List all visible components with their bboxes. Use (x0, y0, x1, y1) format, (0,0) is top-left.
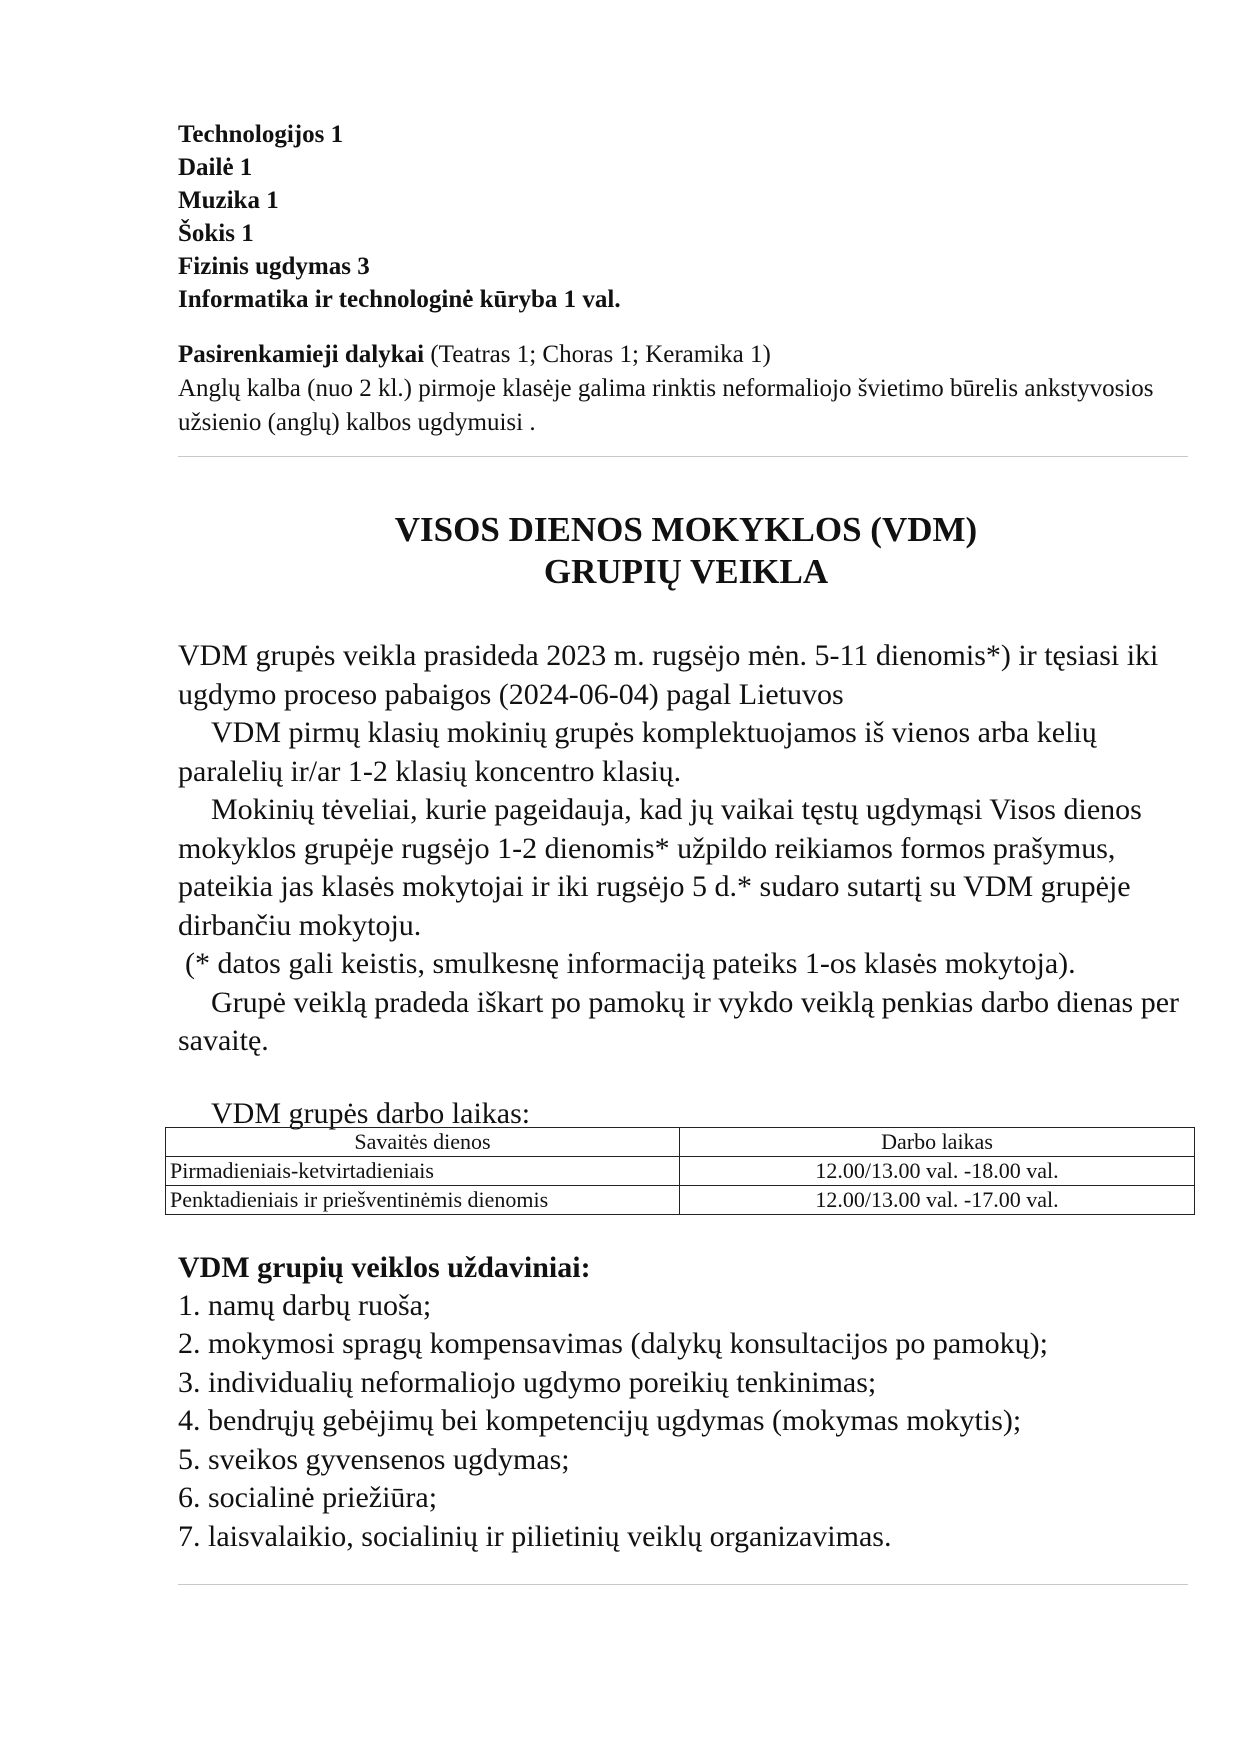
electives-block (178, 338, 1188, 440)
list-item: 4. bendrųjų gebėjimų bei kompetencijų ugdymas (mokymas mokytis); (178, 1404, 1022, 1437)
table-header-row (166, 1127, 1195, 1156)
table-cell-days: Penktadieniais ir priešventinėmis dienomis (166, 1185, 680, 1214)
schedule-label: VDM grupės darbo laikas: (211, 1096, 531, 1130)
schedule-table (165, 1127, 1195, 1215)
paragraph-start-date: VDM grupės veikla prasideda 2023 m. rugsėjo mėn. 5-11 dienomis*) ir tęsiasi iki ugdymo proceso pabaigos (2024-06-04) pagal Lietuvos (178, 639, 1159, 711)
english-note: Anglų kalba (nuo 2 kl.) pirmoje klasėje galima rinktis neformaliojo švietimo būrelis ankstyvosios užsienio (anglų) kalbos ugdymuisi . (178, 375, 1154, 436)
document-page (170, 118, 1188, 1585)
body-text (178, 637, 1188, 1061)
electives-label: Pasirenkamieji dalykai (178, 341, 425, 368)
table-header-cell: Savaitės dienos (166, 1127, 680, 1156)
paragraph-groups: VDM pirmų klasių mokinių grupės komplektuojamos iš vienos arba kelių paralelių ir/ar 1-2 klasių koncentro klasių. (178, 716, 1097, 788)
section-heading-line1: VISOS DIENOS MOKYKLOS (VDM) (394, 510, 978, 549)
electives-line (178, 338, 1188, 372)
subject-item: Dailė 1 (178, 154, 253, 181)
subject-item: Muzika 1 (178, 187, 279, 214)
electives-list: (Teatras 1; Choras 1; Keramika 1) (424, 341, 771, 368)
divider (178, 456, 1188, 457)
table-cell-hours: 12.00/13.00 val. -17.00 val. (680, 1185, 1195, 1214)
table-header-cell: Darbo laikas (680, 1127, 1195, 1156)
table-cell-hours: 12.00/13.00 val. -18.00 val. (680, 1156, 1195, 1185)
paragraph-dates-note: (* datos gali keistis, smulkesnę informaciją pateiks 1-os klasės mokytoja). (185, 947, 1076, 980)
list-item: 3. individualių neformaliojo ugdymo poreikių tenkinimas; (178, 1365, 877, 1399)
table-row (166, 1156, 1195, 1185)
tasks-list (178, 1287, 1188, 1557)
table-row (166, 1185, 1195, 1214)
paragraph-parents: Mokinių tėveliai, kurie pageidauja, kad jų vaikai tęstų ugdymąsi Visos dienos mokyklos grupėje rugsėjo 1-2 dienomis* užpildo reikiamos formos prašymus, pateikia jas klasės mokytojai ir iki rugsėjo 5 d.* sudaro sutartį su VDM grupėje dirbančiu mokytoju. (178, 793, 1142, 942)
list-item: 7. laisvalaikio, socialinių ir pilietinių veiklų organizavimas. (178, 1519, 892, 1553)
section-heading (181, 509, 1191, 593)
list-item: 2. mokymosi spragų kompensavimas (dalykų konsultacijos po pamokų); (178, 1327, 1048, 1360)
subject-item: Fizinis ugdymas 3 (178, 253, 370, 280)
list-item: 6. socialinė priežiūra; (178, 1481, 438, 1514)
list-item: 1. namų darbų ruoša; (178, 1288, 432, 1322)
subject-list (178, 118, 1188, 316)
subject-item: Šokis 1 (178, 220, 254, 247)
table-cell-days: Pirmadieniais-ketvirtadieniais (166, 1156, 680, 1185)
tasks-heading: VDM grupių veiklos uždaviniai: (178, 1250, 591, 1284)
list-item: 5. sveikos gyvensenos ugdymas; (178, 1442, 570, 1476)
paragraph-activity: Grupė veiklą pradeda iškart po pamokų ir vykdo veiklą penkias darbo dienas per savaitę. (178, 985, 1180, 1057)
divider (178, 1584, 1188, 1585)
subject-item: Technologijos 1 (178, 121, 344, 148)
section-heading-line2: GRUPIŲ VEIKLA (543, 552, 829, 591)
subject-item: Informatika ir technologinė kūryba 1 val. (178, 286, 621, 313)
